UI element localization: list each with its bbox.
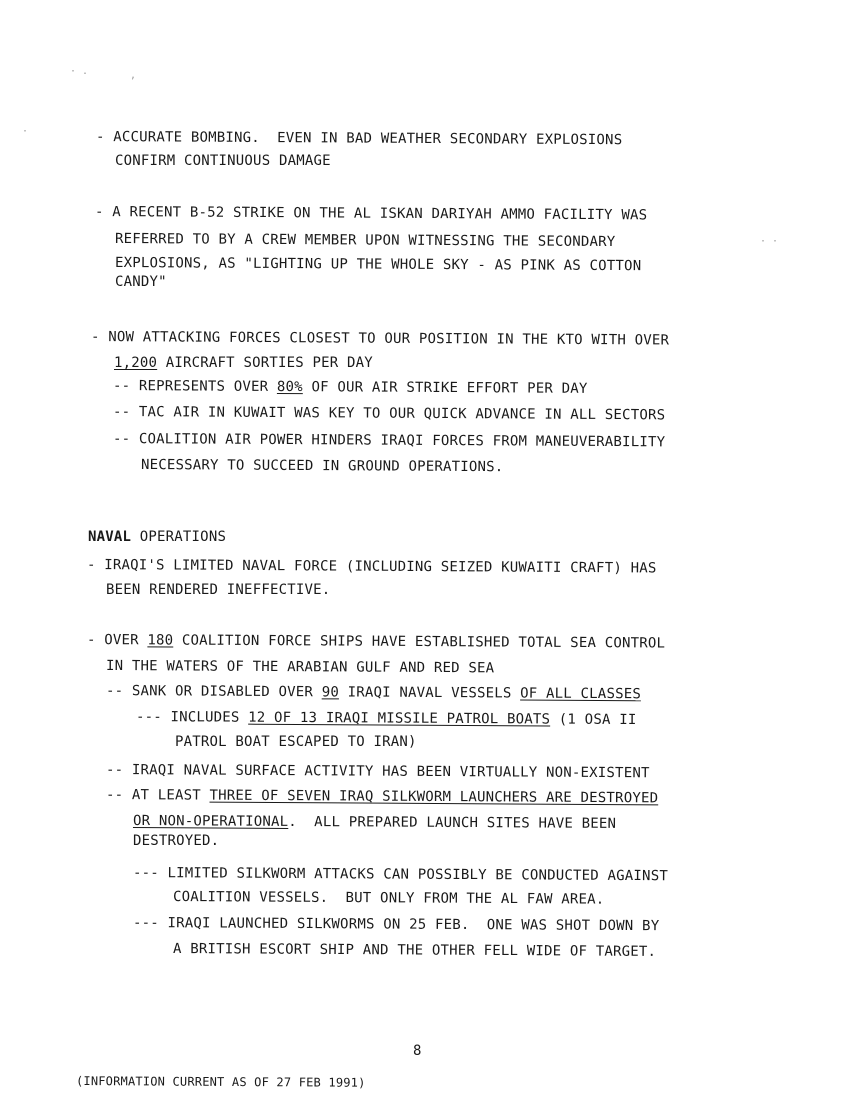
naval-bullet-sea-control-line1: - OVER 180 COALITION FORCE SHIPS HAVE ESTABLISHED TOTAL SEA CONTROL [86,632,666,652]
naval-subsub-patrol-boats-line1: --- INCLUDES 12 OF 13 IRAQI MISSILE PATROL BOATS (1 OSA II [135,709,637,729]
naval-subsub-silkworm-attacks-line1: --- LIMITED SILKWORM ATTACKS CAN POSSIBLY BE CONDUCTED AGAINST [132,865,669,885]
sub-bullet-air-strike-effort: -- REPRESENTS OVER 80% OF OUR AIR STRIKE EFFORT PER DAY [112,378,588,397]
naval-sub-bullet-surface-activity: -- IRAQI NAVAL SURFACE ACTIVITY HAS BEEN VIRTUALLY NON-EXISTENT [105,762,650,782]
bullet-b52-strike-line2: REFERRED TO BY A CREW MEMBER UPON WITNESSING THE SECONDARY [114,231,616,251]
section-heading-naval-operations: NAVAL OPERATIONS [88,529,227,545]
scan-speck: · . [70,66,89,77]
scan-speck: · [22,126,29,137]
naval-subsub-patrol-boats-line2: PATROL BOAT ESCAPED TO IRAN) [175,734,417,750]
vessels-count: 90 [321,684,340,701]
naval-sub-bullet-silkworm-launchers-line1: -- AT LEAST THREE OF SEVEN IRAQ SILKWORM LAUNCHERS ARE DESTROYED [105,787,659,807]
ship-count: 180 [147,632,174,649]
naval-bullet-sea-control-line2: IN THE WATERS OF THE ARABIAN GULF AND RED SEA [105,658,495,677]
footer-information-current: (INFORMATION CURRENT AS OF 27 FEB 1991) [75,1074,366,1090]
scan-speck: · · [760,236,779,247]
naval-bullet-limited-force-line2: BEEN RENDERED INEFFECTIVE. [106,582,331,598]
bullet-b52-strike-line4: CANDY" [115,274,167,290]
sub-bullet-coalition-air-power-line1: -- COALITION AIR POWER HINDERS IRAQI FORCES FROM MANEUVERABILITY [112,431,666,451]
sorties-count: 1,200 [114,355,158,371]
bullet-accurate-bombing-line1: - ACCURATE BOMBING. EVEN IN BAD WEATHER SECONDARY EXPLOSIONS [95,129,623,149]
air-strike-percent: 80% [276,379,303,396]
naval-subsub-silkworm-attacks-line2: COALITION VESSELS. BUT ONLY FROM THE AL FAW AREA. [172,889,605,908]
naval-subsub-silkworms-launched-line1: --- IRAQI LAUNCHED SILKWORMS ON 25 FEB. ONE WAS SHOT DOWN BY [132,915,660,935]
bullet-attacking-forces-line1: - NOW ATTACKING FORCES CLOSEST TO OUR POSITION IN THE KTO WITH OVER [90,329,670,349]
sub-bullet-tac-air: -- TAC AIR IN KUWAIT WAS KEY TO OUR QUICK ADVANCE IN ALL SECTORS [112,404,666,424]
naval-bullet-limited-force-line1: - IRAQI'S LIMITED NAVAL FORCE (INCLUDING SEIZED KUWAITI CRAFT) HAS [86,557,657,577]
naval-sub-bullet-silkworm-launchers-line2: OR NON-OPERATIONAL. ALL PREPARED LAUNCH SITES HAVE BEEN [132,813,617,832]
bullet-b52-strike-line3: EXPLOSIONS, AS "LIGHTING UP THE WHOLE SKY - AS PINK AS COTTON [114,255,642,275]
naval-sub-bullet-silkworm-launchers-line3: DESTROYED. [133,833,220,849]
bullet-accurate-bombing-line2: CONFIRM CONTINUOUS DAMAGE [115,153,331,169]
page-number: 8 [413,1043,422,1059]
bullet-b52-strike-line1: - A RECENT B-52 STRIKE ON THE AL ISKAN DARIYAH AMMO FACILITY WAS [94,204,648,224]
bullet-attacking-forces-line2: 1,200 AIRCRAFT SORTIES PER DAY [114,355,373,371]
scan-speck: , [130,70,137,81]
naval-subsub-silkworms-launched-line2: A BRITISH ESCORT SHIP AND THE OTHER FELL WIDE OF TARGET. [172,941,657,960]
sub-bullet-coalition-air-power-line2: NECESSARY TO SUCCEED IN GROUND OPERATIONS. [140,457,504,476]
naval-sub-bullet-sank-vessels: -- SANK OR DISABLED OVER 90 IRAQI NAVAL VESSELS OF ALL CLASSES [105,683,642,703]
